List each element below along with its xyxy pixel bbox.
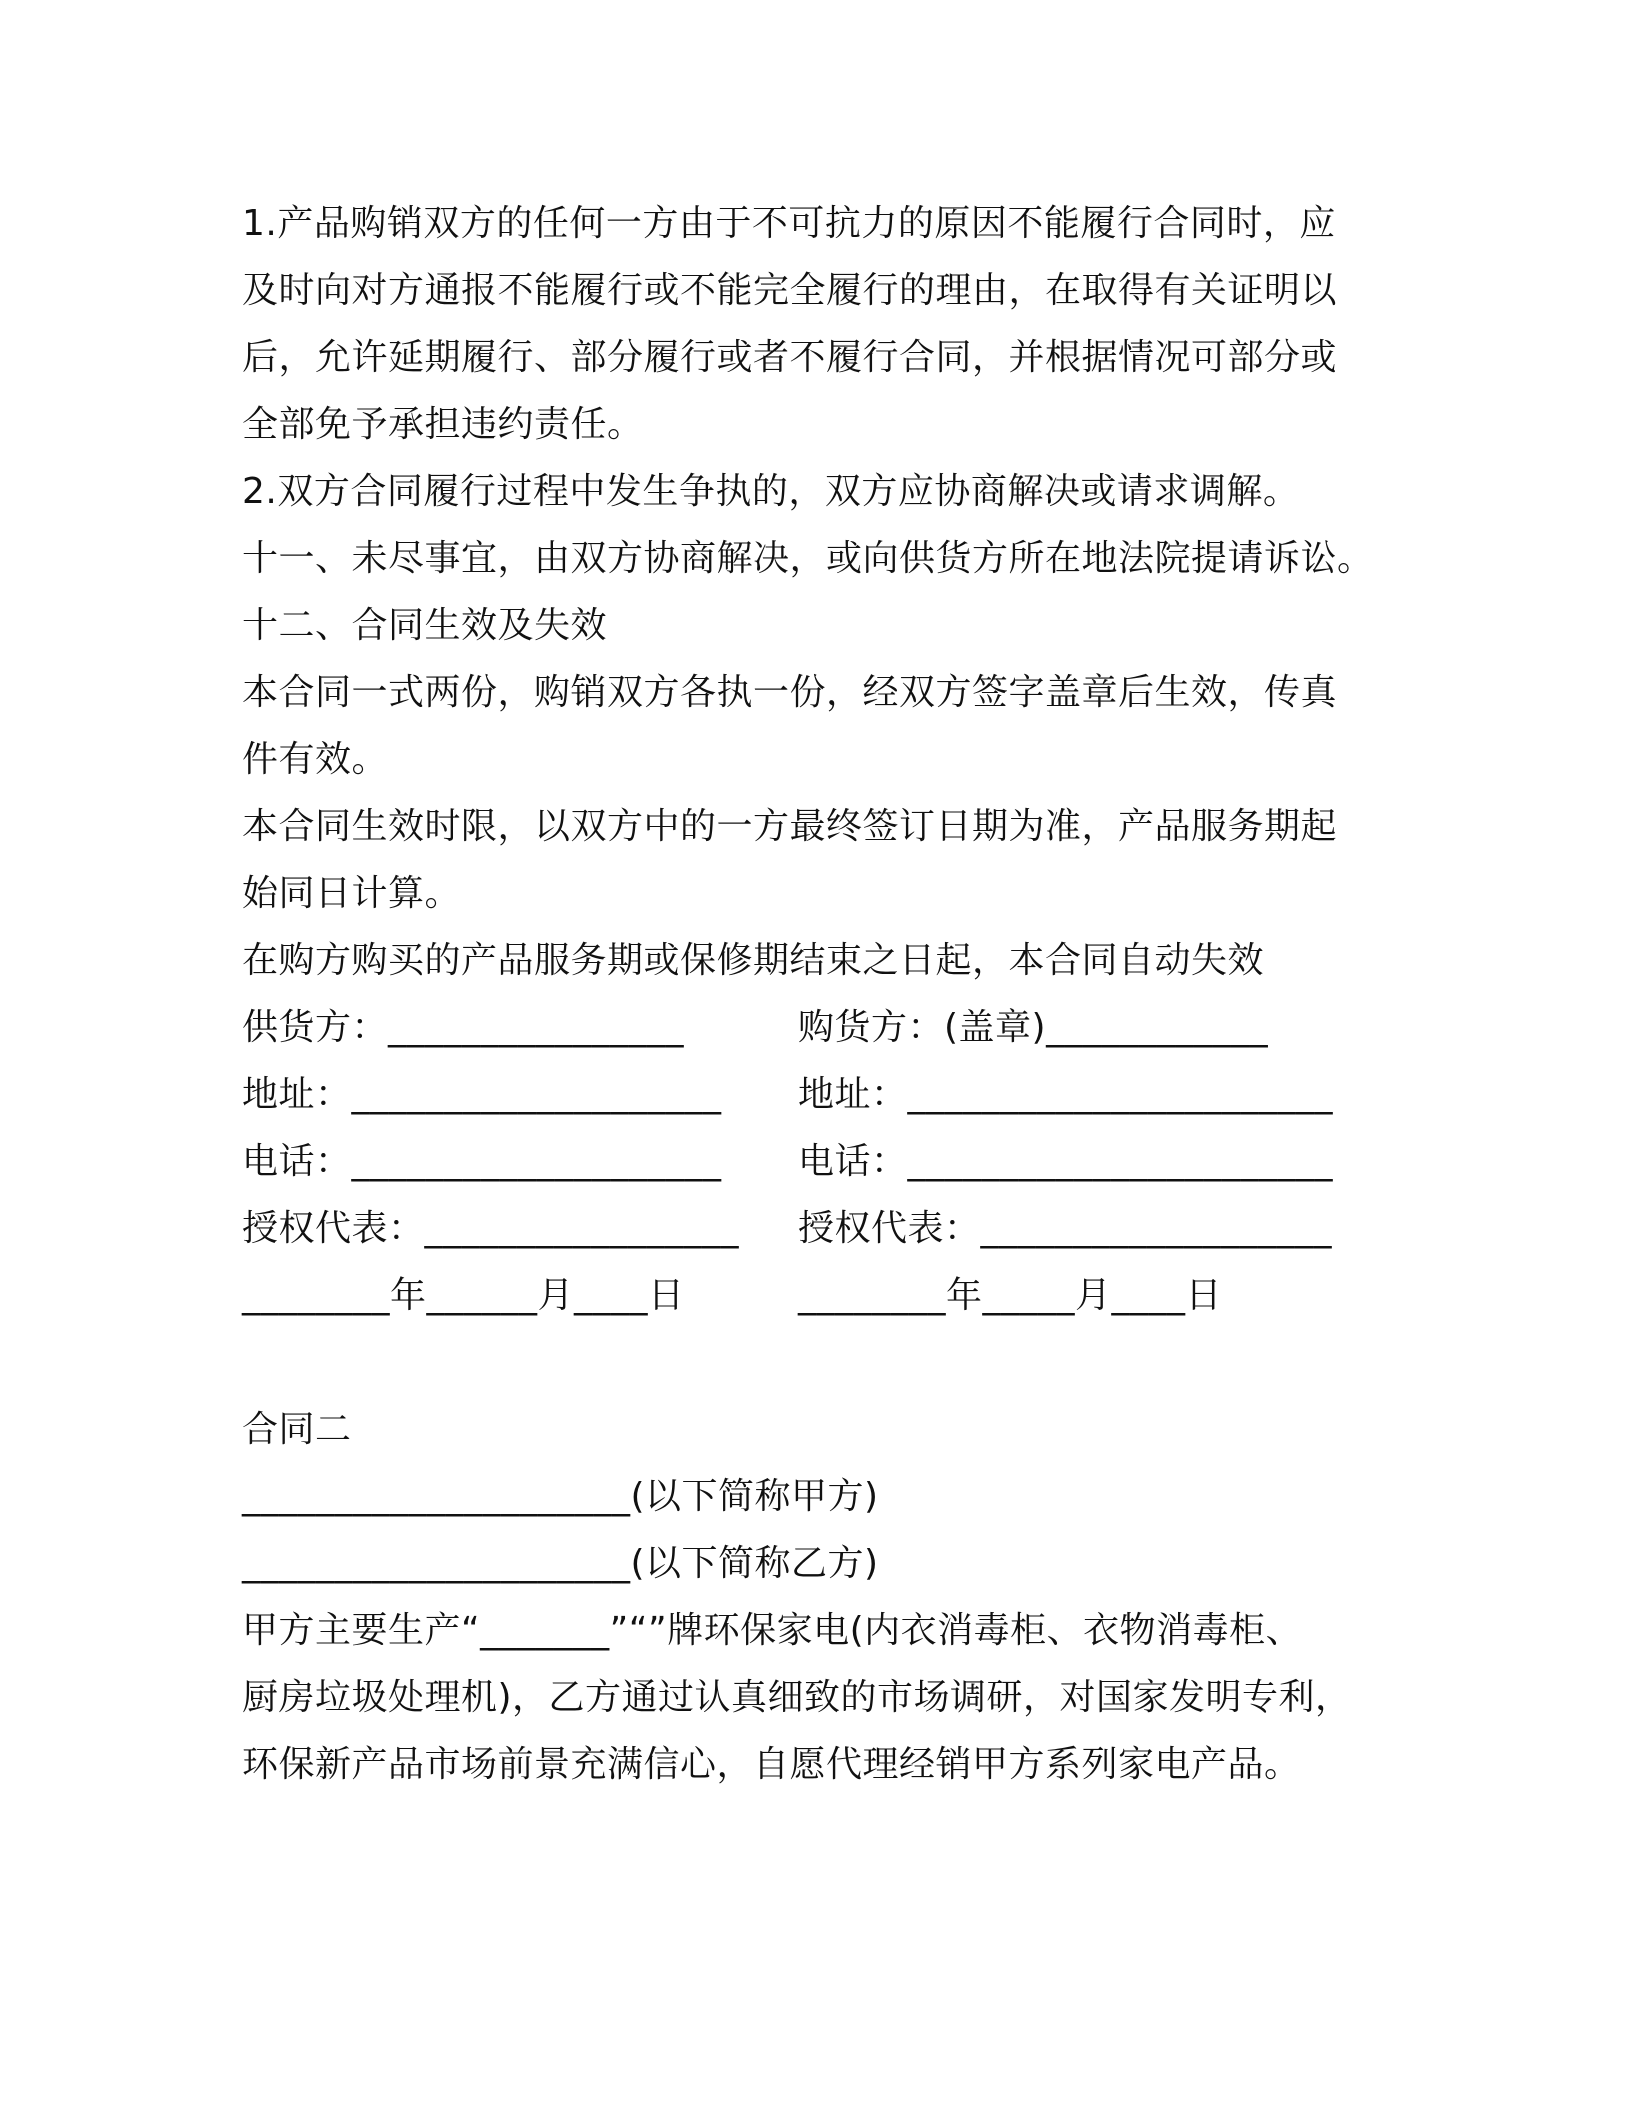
- effective-line-2: 始同日计算。: [242, 873, 462, 914]
- buyer-phone: 电话：_______________________: [798, 1141, 1334, 1182]
- supplier-address: 地址：____________________: [242, 1074, 722, 1115]
- supplier-representative: 授权代表：_________________: [242, 1208, 740, 1249]
- force-majeure-line-1: 1.产品购销双方的任何一方由于不可抗力的原因不能履行合同时，应: [242, 203, 1336, 244]
- clause-twelve-heading: 十二、合同生效及失效: [242, 605, 608, 646]
- supplier-phone: 电话：____________________: [242, 1141, 722, 1182]
- intro-line-2: 厨房垃圾处理机)，乙方通过认真细致的市场调研，对国家发明专利，: [242, 1677, 1352, 1718]
- clause-eleven: 十一、未尽事宜，由双方协商解决，或向供货方所在地法院提请诉讼。: [242, 538, 1374, 579]
- signature-row-phone: [242, 1128, 1402, 1195]
- force-majeure-line-2: 及时向对方通报不能履行或不能完全履行的理由，在取得有关证明以: [242, 270, 1338, 311]
- effective-line-1: 本合同生效时限，以双方中的一方最终签订日期为准，产品服务期起: [242, 806, 1338, 847]
- intro-line-3: 环保新产品市场前景充满信心，自愿代理经销甲方系列家电产品。: [242, 1744, 1301, 1785]
- signature-row-date: [242, 1262, 1402, 1329]
- buyer-date: ________年_____月____日: [798, 1275, 1222, 1316]
- party-b-line: _____________________(以下简称乙方): [242, 1543, 879, 1584]
- copies-line-2: 件有效。: [242, 739, 389, 780]
- signature-row-party: [242, 994, 1402, 1061]
- intro-line-1: 甲方主要生产“_______”“”牌环保家电(内衣消毒柜、衣物消毒柜、: [242, 1610, 1303, 1651]
- copies-line-1: 本合同一式两份，购销双方各执一份，经双方签字盖章后生效，传真: [242, 672, 1338, 713]
- force-majeure-line-3: 后，允许延期履行、部分履行或者不履行合同，并根据情况可部分或: [242, 337, 1338, 378]
- supplier-date: ________年______月____日: [242, 1275, 685, 1316]
- expiry-clause: 在购方购买的产品服务期或保修期结束之日起，本合同自动失效: [242, 940, 1265, 981]
- signature-row-representative: [242, 1195, 1402, 1262]
- section-spacer: [242, 1329, 1402, 1396]
- signature-row-address: [242, 1061, 1402, 1128]
- force-majeure-line-4: 全部免予承担违约责任。: [242, 404, 644, 445]
- contract-two-title: 合同二: [242, 1409, 352, 1450]
- party-a-line: _____________________(以下简称甲方): [242, 1476, 879, 1517]
- document-body: [242, 190, 1402, 1798]
- buyer-address: 地址：_______________________: [798, 1074, 1334, 1115]
- supplier-signature: 供货方：________________: [242, 1007, 685, 1048]
- buyer-signature: 购货方：(盖章)____________: [798, 1007, 1269, 1048]
- buyer-representative: 授权代表：___________________: [798, 1208, 1333, 1249]
- dispute-clause: 2.双方合同履行过程中发生争执的，双方应协商解决或请求调解。: [242, 471, 1300, 512]
